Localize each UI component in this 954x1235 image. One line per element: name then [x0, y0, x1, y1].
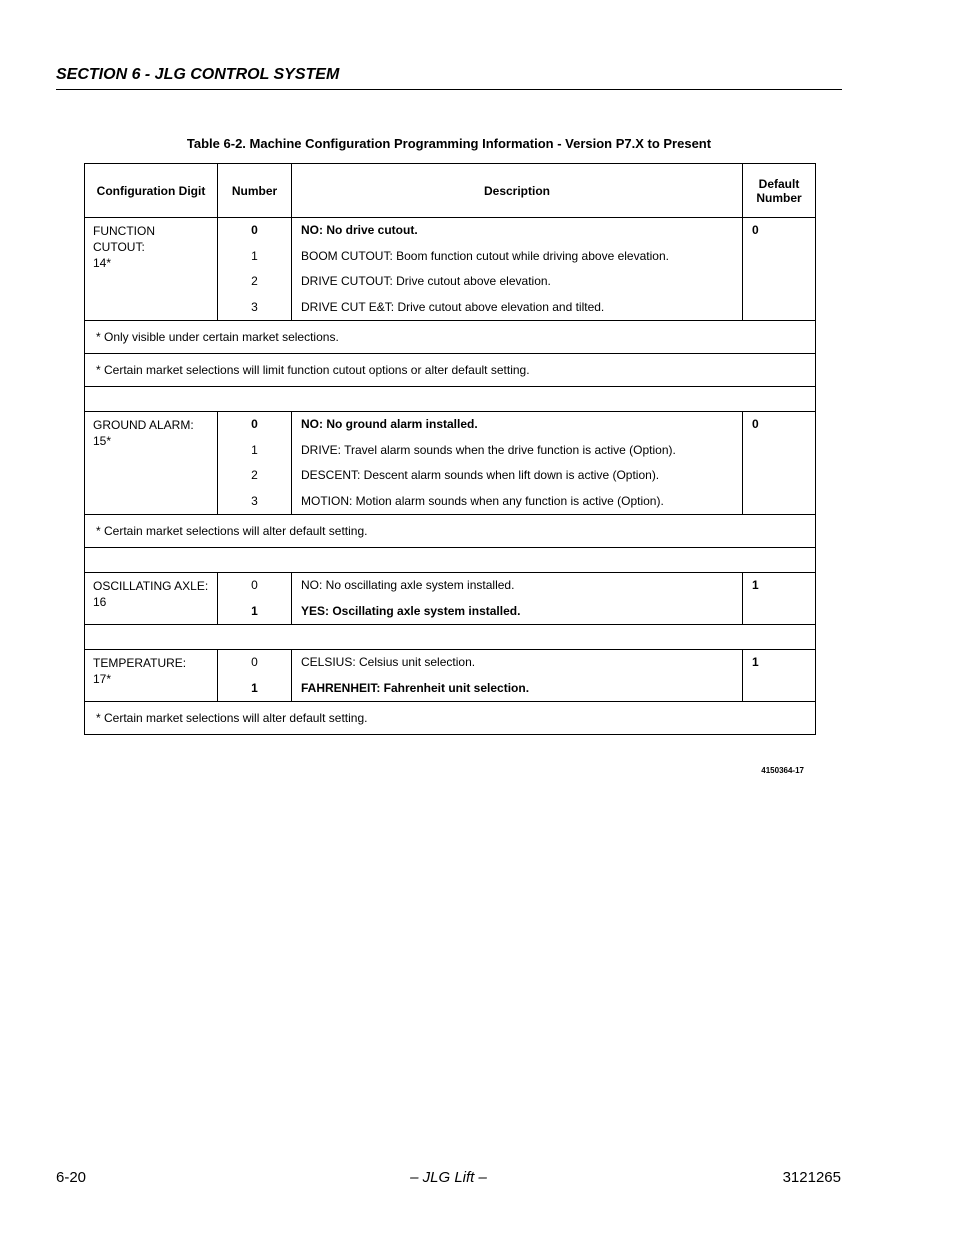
option-description: MOTION: Motion alarm sounds when any function is active (Option). — [301, 493, 664, 508]
default-number: 1 — [752, 655, 759, 669]
config-name: TEMPERATURE: — [93, 656, 187, 670]
description-cell — [292, 573, 743, 625]
note-row — [85, 515, 816, 548]
column-header-default-line1: Default — [758, 176, 800, 191]
config-name: OSCILLATING AXLE: — [93, 579, 209, 593]
figure-id: 4150364-17 — [761, 766, 804, 775]
default-number-cell — [743, 412, 816, 515]
spacer-cell — [85, 548, 816, 573]
description-cell — [292, 650, 743, 702]
option-description: CELSIUS: Celsius unit selection. — [301, 655, 476, 669]
default-number: 0 — [752, 417, 759, 431]
table-row — [85, 412, 816, 515]
option-description: DRIVE: Travel alarm sounds when the drive function is active (Option). — [301, 442, 676, 457]
option-number: 0 — [251, 655, 258, 669]
column-header-description: Description — [292, 164, 743, 218]
column-header-number: Number — [218, 164, 292, 218]
configuration-table — [84, 163, 816, 735]
table-title: Table 6-2. Machine Configuration Programming Information - Version P7.X to Present — [186, 136, 712, 151]
footer-brand: – JLG Lift – — [410, 1169, 487, 1186]
number-cell — [218, 218, 292, 321]
option-description: DESCENT: Descent alarm sounds when lift down is active (Option). — [301, 468, 660, 482]
option-description: FAHRENHEIT: Fahrenheit unit selection. — [301, 680, 530, 695]
note-row — [85, 354, 816, 387]
option-number: 1 — [251, 442, 258, 457]
description-cell — [292, 412, 743, 515]
option-number: 0 — [251, 223, 258, 237]
table-header-row — [85, 164, 816, 218]
option-number: 2 — [251, 274, 258, 288]
spacer-cell — [85, 387, 816, 412]
column-header-default-line2: Number — [756, 190, 802, 205]
config-digit-cell — [85, 412, 218, 515]
number-cell — [218, 412, 292, 515]
table-note: * Certain market selections will limit function cutout options or alter default setting. — [85, 354, 816, 387]
config-digit: 16 — [93, 595, 107, 609]
table-row — [85, 218, 816, 321]
header-divider — [56, 89, 842, 90]
section-title: SECTION 6 - JLG CONTROL SYSTEM — [56, 66, 340, 83]
option-number: 1 — [251, 680, 258, 695]
default-number-cell — [743, 573, 816, 625]
number-cell — [218, 650, 292, 702]
config-digit-cell — [85, 218, 218, 321]
default-number-cell — [743, 218, 816, 321]
option-number: 1 — [251, 603, 258, 618]
spacer-row — [85, 387, 816, 412]
config-digit-cell — [85, 650, 218, 702]
option-description: DRIVE CUTOUT: Drive cutout above elevation. — [301, 274, 551, 288]
description-cell — [292, 218, 743, 321]
default-number-cell — [743, 650, 816, 702]
default-number: 0 — [752, 223, 759, 237]
config-digit: 15* — [93, 434, 112, 448]
note-row — [85, 321, 816, 354]
spacer-cell — [85, 625, 816, 650]
option-number: 1 — [251, 248, 258, 263]
spacer-row — [85, 625, 816, 650]
table-note: * Only visible under certain market selections. — [85, 321, 816, 354]
option-description: YES: Oscillating axle system installed. — [301, 603, 521, 618]
option-number: 0 — [251, 578, 258, 592]
number-cell — [218, 573, 292, 625]
option-description: BOOM CUTOUT: Boom function cutout while driving above elevation. — [301, 248, 669, 263]
option-description: NO: No drive cutout. — [301, 223, 418, 237]
option-number: 3 — [251, 299, 258, 314]
config-digit-cell — [85, 573, 218, 625]
option-description: NO: No ground alarm installed. — [301, 417, 478, 431]
config-name: GROUND ALARM: — [93, 418, 194, 432]
option-number: 3 — [251, 493, 258, 508]
config-name: FUNCTION CUTOUT: — [93, 224, 155, 254]
config-digit: 14* — [93, 256, 112, 270]
option-number: 2 — [251, 468, 258, 482]
column-header-config-digit: Configuration Digit — [85, 164, 218, 218]
table-row — [85, 573, 816, 625]
note-row — [85, 702, 816, 735]
document-number: 3121265 — [782, 1169, 841, 1186]
spacer-row — [85, 548, 816, 573]
table-note: * Certain market selections will alter default setting. — [85, 702, 816, 735]
option-description: DRIVE CUT E&T: Drive cutout above elevation and tilted. — [301, 299, 605, 314]
option-description: NO: No oscillating axle system installed. — [301, 578, 515, 592]
default-number: 1 — [752, 578, 759, 592]
config-digit: 17* — [93, 672, 112, 686]
column-header-default-number — [743, 164, 816, 218]
table-row — [85, 650, 816, 702]
option-number: 0 — [251, 417, 258, 431]
page-number: 6-20 — [56, 1169, 87, 1186]
table-note: * Certain market selections will alter default setting. — [85, 515, 816, 548]
